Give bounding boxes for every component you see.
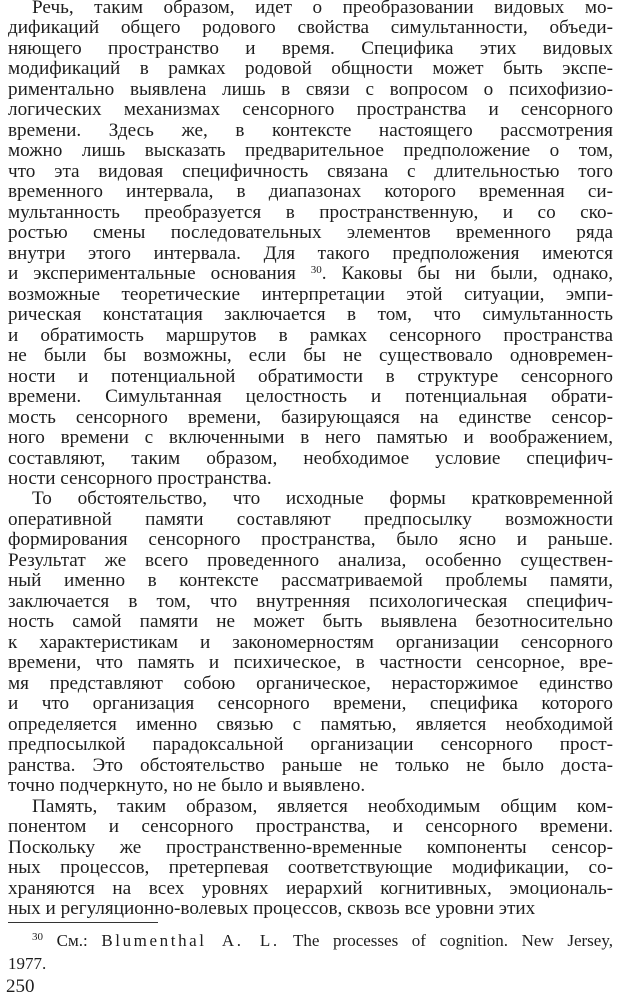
text-line: составляют, таким образом, необходимое условие специфич- xyxy=(8,448,613,469)
text-line: дификаций общего родового свойства симультанности, объеди- xyxy=(8,17,613,38)
text-segment: и экспериментальные основания xyxy=(8,263,296,284)
footnote-number: 30 xyxy=(32,931,43,943)
text-line: рическая констатация заключается в том, что симультанность xyxy=(8,304,613,325)
footnote-text xyxy=(8,930,613,952)
text-line: мость сенсорного времени, базирующаяся на единстве сенсор- xyxy=(8,407,613,428)
text-line: риментально выявлена лишь в связи с вопросом о психофизио- xyxy=(8,79,613,100)
text-line: Поскольку же пространственно-временные компоненты сенсор- xyxy=(8,837,613,858)
text-line: Результат же всего проведенного анализа, особенно существен- xyxy=(8,550,613,571)
text-line: Речь, таким образом, идет о преобразовании видовых мо- xyxy=(32,0,613,18)
text-line: формирования сенсорного пространства, было ясно и раньше. xyxy=(8,529,613,550)
text-line: времени. Симультанная целостность и потенциальная обрати- xyxy=(8,386,613,407)
text-line: можно лишь высказать предварительное предположение о том, xyxy=(8,140,613,161)
text-line: не были бы возможны, если бы не существовало одновремен- xyxy=(8,345,613,366)
text-line: и обратимость маршрутов в рамках сенсорного пространства xyxy=(8,325,613,346)
text-line: ный именно в контексте рассматриваемой проблемы памяти, xyxy=(8,570,613,591)
text-line: мультанность преобразуется в пространственную, и со ско- xyxy=(8,202,613,223)
text-line: Память, таким образом, является необходимым общим ком- xyxy=(32,796,613,817)
text-line: и что организация сенсорного времени, специфика которого xyxy=(8,693,613,714)
text-line: временного интервала, в диапазонах которого временная си- xyxy=(8,181,613,202)
text-line: определяется именно связью с памятью, является необходимой xyxy=(8,714,613,735)
text-line-with-footnote-ref xyxy=(8,263,613,284)
text-line: ранства. Это обстоятельство раньше не только не было доста- xyxy=(8,755,613,776)
page-number: 250 xyxy=(6,976,35,997)
text-line: времени, что память и психическое, в частности сенсорное, вре- xyxy=(8,652,613,673)
footnote-reference[interactable]: 30 xyxy=(310,264,322,276)
text-segment: . Каковы бы ни были, однако, xyxy=(321,263,613,284)
text-line: внутри этого интервала. Для такого предположения имеются xyxy=(8,243,613,264)
text-line: возможные теоретические интерпретации этой ситуации, эмпи- xyxy=(8,284,613,305)
footnote-prefix: См.: xyxy=(43,931,102,950)
footnote-divider xyxy=(8,922,158,923)
text-line: ности и потенциальной обратимости в структуре сенсорного xyxy=(8,366,613,387)
text-line: времени. Здесь же, в контексте настоящего рассмотрения xyxy=(8,120,613,141)
footnote-title: The processes of cognition. New Jersey, xyxy=(279,931,613,950)
text-line: ных и регуляционно-волевых процессов, сквозь все уровни этих xyxy=(8,898,536,919)
text-line: То обстоятельство, что исходные формы кратковременной xyxy=(32,488,613,509)
text-line: что эта видовая специфичность связана с длительностью того xyxy=(8,161,613,182)
text-line: предпосылкой парадоксальной организации сенсорного прост- xyxy=(8,734,613,755)
text-line: ростью смены последовательных элементов временного ряда xyxy=(8,222,613,243)
text-line: заключается в том, что внутренняя психологическая специфич- xyxy=(8,591,613,612)
text-line: мя представляют собою органическое, нерасторжимое единство xyxy=(8,673,613,694)
text-line: няющего пространство и время. Специфика этих видовых xyxy=(8,38,613,59)
text-line: к характеристикам и закономерностям организации сенсорного xyxy=(8,632,613,653)
text-line: ности сенсорного пространства. xyxy=(8,468,272,489)
text-line: точно подчеркнуто, но не было и выявлено. xyxy=(8,775,366,796)
text-line: ного времени с включенными в него памятью и воображением, xyxy=(8,427,613,448)
footnote-author: Blumenthal A. L. xyxy=(101,931,280,950)
footnote-year: 1977. xyxy=(8,954,47,973)
text-line: оперативной памяти составляют предпосылку возможности xyxy=(8,509,613,530)
text-line: ность самой памяти не может быть выявлена безотносительно xyxy=(8,611,613,632)
text-line: понентом и сенсорного пространства, и сенсорного времени. xyxy=(8,816,613,837)
text-line: модификаций в рамках родовой общности может быть экспе- xyxy=(8,58,613,79)
text-line: ных процессов, претерпевая соответствующие модификации, со- xyxy=(8,857,613,878)
text-line: логических механизмах сенсорного пространства и сенсорного xyxy=(8,99,613,120)
text-line: храняются на всех уровнях иерархий когнитивных, эмоциональ- xyxy=(8,878,613,899)
